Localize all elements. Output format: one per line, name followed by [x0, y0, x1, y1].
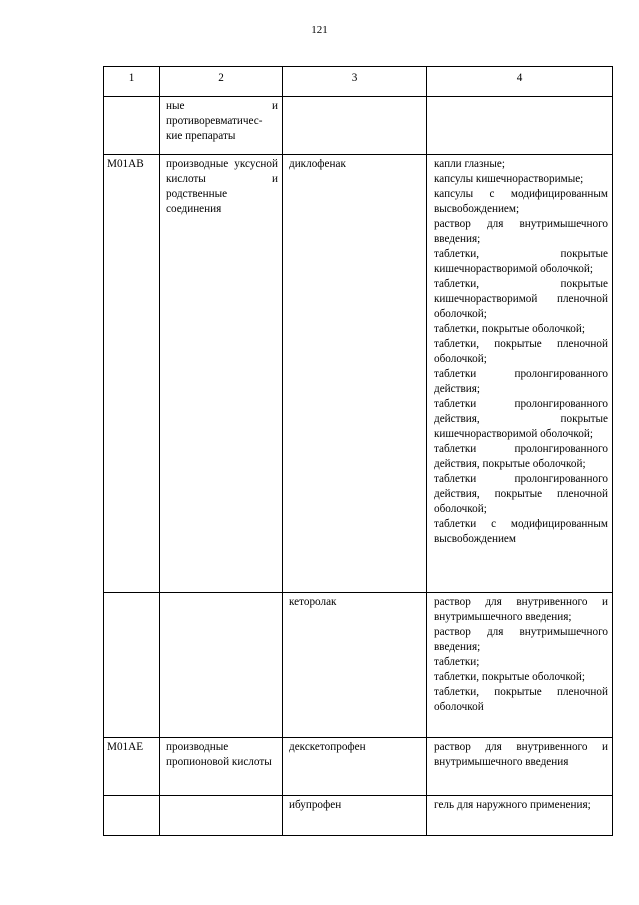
form-item: таблетки пролонгированного действия, покрытые пленочной оболочкой;: [434, 473, 608, 515]
table-row: [104, 593, 613, 738]
form-item: таблетки пролонгированного действия, покрытые кишечнорастворимой оболочкой;: [434, 398, 608, 440]
group-cell: производные пропионовой кислоты: [160, 738, 283, 796]
forms-cell: [427, 593, 613, 738]
forms-cell: [427, 738, 613, 796]
code-cell: [104, 593, 160, 738]
drug-cell: ибупрофен: [283, 796, 427, 836]
form-item: таблетки с модифицированным высвобождением: [434, 518, 608, 545]
form-item: раствор для внутримышечного введения;: [434, 626, 608, 653]
code-cell: M01AE: [104, 738, 160, 796]
form-item: таблетки пролонгированного действия;: [434, 368, 608, 395]
table-row: [104, 155, 613, 593]
code-cell: [104, 796, 160, 836]
form-item: таблетки пролонгированного действия, покрытые оболочкой;: [434, 443, 608, 470]
table-row: [104, 738, 613, 796]
header-cell-4: 4: [427, 67, 613, 97]
forms-cell: [427, 155, 613, 593]
code-cell: M01AB: [104, 155, 160, 593]
forms-cell: [427, 97, 613, 155]
drug-cell: [283, 97, 427, 155]
form-item: капли глазные;: [434, 158, 506, 170]
group-line: кие препараты: [166, 130, 236, 142]
group-cell: производные уксусной кислоты и родственные соединения: [160, 155, 283, 593]
form-item: капсулы кишечнорастворимые;: [434, 173, 584, 185]
group-cell: [160, 593, 283, 738]
code-cell: [104, 97, 160, 155]
form-item: раствор для внутримышечного введения;: [434, 218, 608, 245]
form-item: таблетки, покрытые пленочной оболочкой;: [434, 338, 608, 365]
form-item: капсулы с модифицированным высвобождением;: [434, 188, 608, 215]
group-cell: [160, 97, 283, 155]
header-cell-2: 2: [160, 67, 283, 97]
drug-cell: кеторолак: [283, 593, 427, 738]
drug-cell: декскетопрофен: [283, 738, 427, 796]
form-item: таблетки, покрытые пленочной оболочкой: [434, 686, 608, 713]
group-text: и: [272, 100, 278, 112]
group-cell: [160, 796, 283, 836]
form-item: таблетки, покрытые оболочкой;: [434, 323, 585, 335]
forms-cell: [427, 796, 613, 836]
group-line: противоревматичес-: [166, 115, 263, 127]
form-item: таблетки, покрытые оболочкой;: [434, 671, 585, 683]
table-row: [104, 97, 613, 155]
form-item: таблетки, покрытые кишечнорастворимой пленочной оболочкой;: [434, 278, 608, 320]
header-row: [104, 67, 613, 97]
form-item: гель для наружного применения;: [434, 799, 591, 811]
table-row: [104, 796, 613, 836]
header-cell-1: 1: [104, 67, 160, 97]
header-cell-3: 3: [283, 67, 427, 97]
group-text: ные: [166, 100, 185, 112]
group-line: [166, 99, 278, 114]
form-item: таблетки;: [434, 656, 480, 668]
drug-cell: диклофенак: [283, 155, 427, 593]
form-item: раствор для внутривенного и внутримышечного введения;: [434, 596, 608, 623]
form-item: раствор для внутривенного и внутримышечного введения: [434, 741, 608, 768]
drug-table: [103, 66, 613, 836]
form-item: таблетки, покрытые кишечнорастворимой оболочкой;: [434, 248, 608, 275]
page-number: 121: [311, 24, 328, 36]
